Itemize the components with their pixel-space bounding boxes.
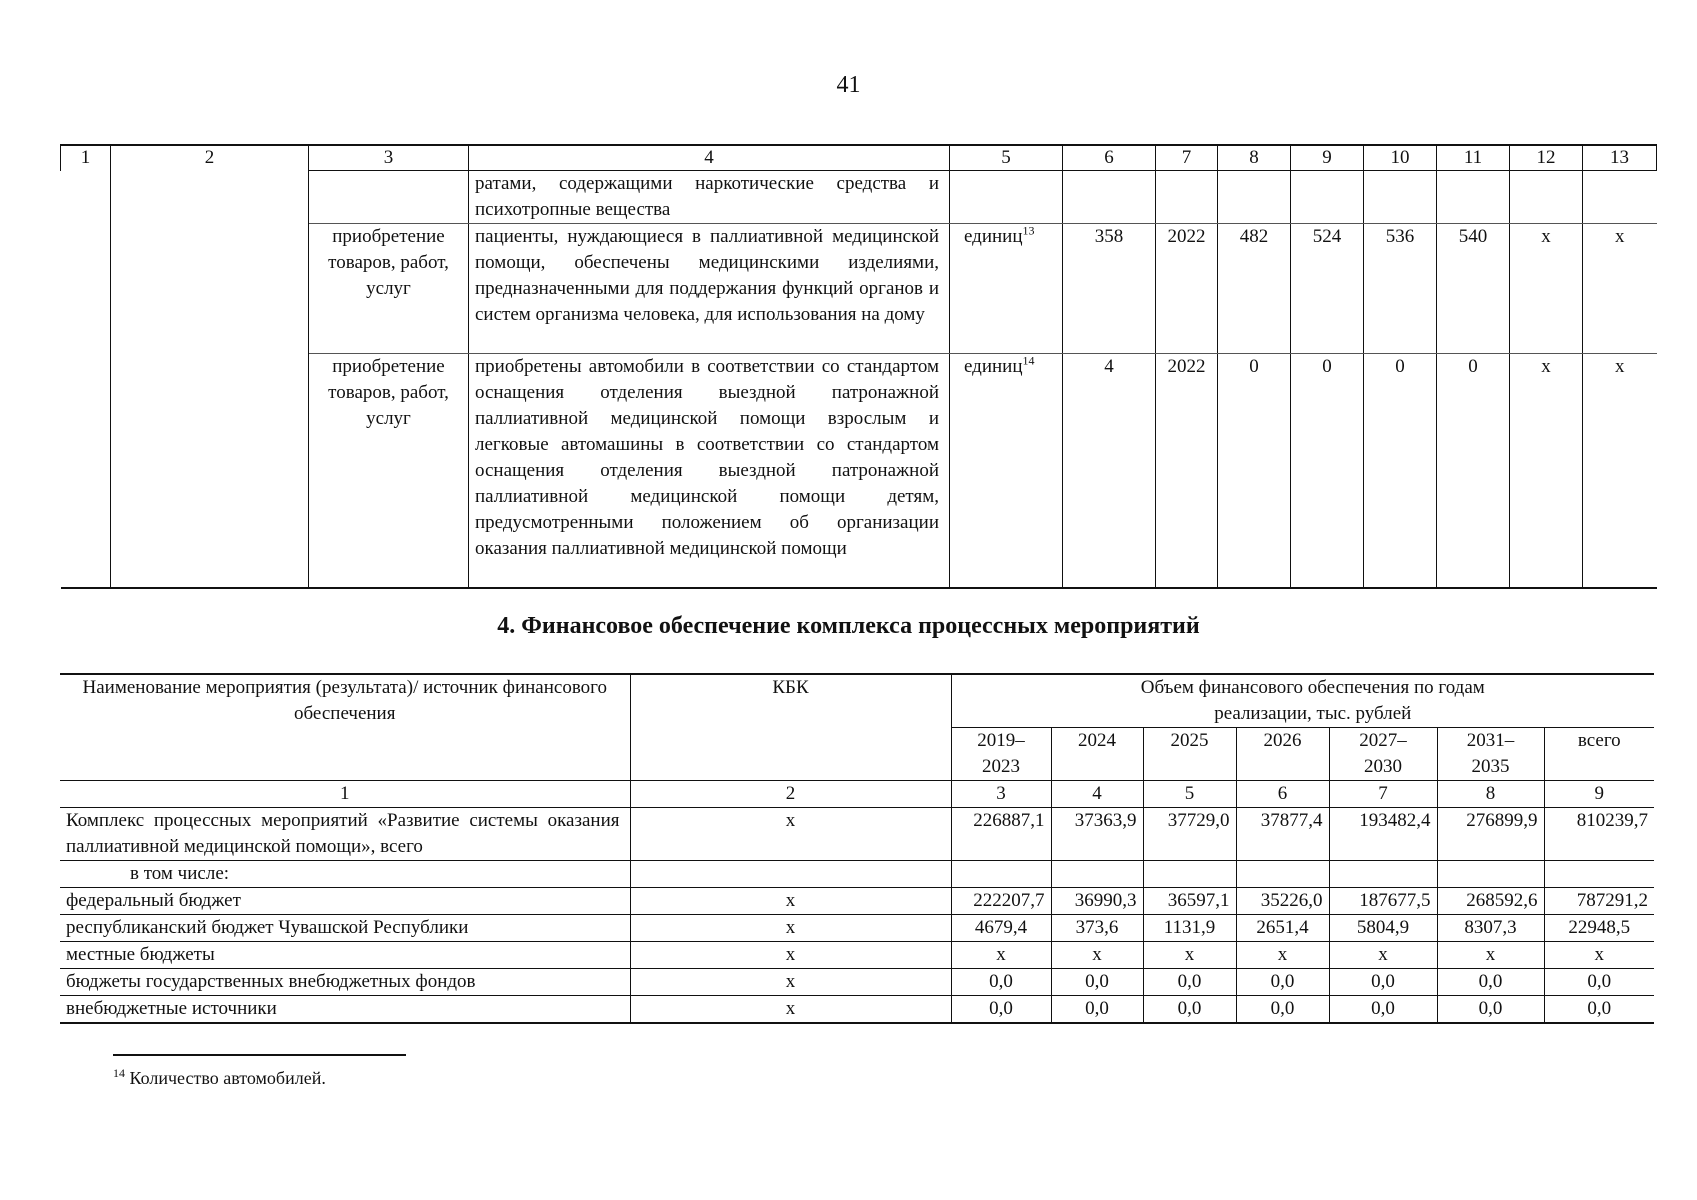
value-cell: 2022	[1156, 224, 1218, 354]
header-cell: 6	[1063, 145, 1156, 171]
value-cell: 4	[1063, 354, 1156, 588]
value-cell	[1437, 171, 1510, 224]
value-cell: 36990,3	[1051, 888, 1143, 915]
header-cell: 13	[1583, 145, 1657, 171]
index-cell: 8	[1437, 781, 1544, 808]
header-cell: 7	[1156, 145, 1218, 171]
value-cell: 0,0	[1143, 969, 1236, 996]
table-row	[61, 171, 1657, 224]
table-header-row	[60, 674, 1654, 728]
footnote-divider	[113, 1054, 406, 1056]
value-cell: 787291,2	[1544, 888, 1654, 915]
header-year: 2027–2030	[1329, 728, 1437, 781]
header-year: 2026	[1236, 728, 1329, 781]
value-cell: 0,0	[1329, 969, 1437, 996]
value-cell	[1364, 171, 1437, 224]
header-year: 2025	[1143, 728, 1236, 781]
value-cell	[1583, 171, 1657, 224]
value-cell: 222207,7	[951, 888, 1051, 915]
unit-cell: единиц$^{14}$	[950, 354, 1063, 588]
result-description: приобретены автомобили в соответствии со стандартом оснащения отделения выездной патронажной паллиативной медицинской помощи взрослым и легковые автомашины в соответствии со стандартом оснащения отделения выездной патронажной паллиативной медицинской помощи детям, предусмотренными положением об организации оказания паллиативной медицинской помощи	[469, 354, 950, 588]
value-cell: 187677,5	[1329, 888, 1437, 915]
value-cell	[1291, 171, 1364, 224]
result-description: пациенты, нуждающиеся в паллиативной медицинской помощи, обеспечены медицинскими изделиями, предназначенными для поддержания функций органов и систем организма человека, для использования на дому	[469, 224, 950, 354]
value-cell: х	[1583, 354, 1657, 588]
header-cell: 11	[1437, 145, 1510, 171]
value-cell: х	[1583, 224, 1657, 354]
header-volume: Объем финансового обеспечения по годам реализации, тыс. рублей	[951, 674, 1654, 728]
header-cell: 2	[111, 145, 309, 171]
footnote-ref: 13	[1022, 223, 1035, 238]
row-name: внебюджетные источники	[60, 996, 630, 1024]
index-cell: 9	[1544, 781, 1654, 808]
footnote-text: Количество автомобилей.	[129, 1068, 326, 1088]
unit-cell: единиц$^{13}$	[950, 224, 1063, 354]
result-description: ратами, содержащими наркотические средства и психотропные вещества	[469, 171, 950, 224]
kbk-cell: х	[630, 915, 951, 942]
table-row	[60, 808, 1654, 861]
header-cell: 12	[1510, 145, 1583, 171]
row-name: республиканский бюджет Чувашской Республики	[60, 915, 630, 942]
value-cell: 524	[1291, 224, 1364, 354]
table-row	[60, 861, 1654, 888]
header-cell: 1	[61, 145, 111, 171]
value-cell: 373,6	[1051, 915, 1143, 942]
value-cell: 5804,9	[1329, 915, 1437, 942]
value-cell: х	[1236, 942, 1329, 969]
value-cell: 226887,1	[951, 808, 1051, 861]
value-cell: х	[1510, 224, 1583, 354]
result-type: приобретение товаров, работ, услуг	[309, 354, 469, 588]
index-cell: 5	[1143, 781, 1236, 808]
unit-cell	[950, 171, 1063, 224]
value-cell	[1156, 171, 1218, 224]
value-cell: 2022	[1156, 354, 1218, 588]
value-cell: 358	[1063, 224, 1156, 354]
index-cell: 6	[1236, 781, 1329, 808]
value-cell: 810239,7	[1544, 808, 1654, 861]
value-cell: 268592,6	[1437, 888, 1544, 915]
kbk-cell: х	[630, 996, 951, 1024]
value-cell: 1131,9	[1143, 915, 1236, 942]
value-cell: х	[1329, 942, 1437, 969]
index-cell: 3	[951, 781, 1051, 808]
value-cell: х	[951, 942, 1051, 969]
value-cell	[1218, 171, 1291, 224]
header-year: 2019–2023	[951, 728, 1051, 781]
header-kbk: КБК	[630, 674, 951, 781]
value-cell: 0,0	[1236, 969, 1329, 996]
value-cell: 0,0	[1236, 996, 1329, 1024]
row-name: Комплекс процессных мероприятий «Развитие системы оказания паллиативной медицинской помощи», всего	[60, 808, 630, 861]
table-row	[60, 942, 1654, 969]
financing-table	[60, 673, 1654, 1024]
kbk-cell: х	[630, 969, 951, 996]
table-row	[60, 888, 1654, 915]
value-cell: 276899,9	[1437, 808, 1544, 861]
index-cell: 4	[1051, 781, 1143, 808]
value-cell: 0,0	[1329, 996, 1437, 1024]
header-year: 2024	[1051, 728, 1143, 781]
value-cell: 2651,4	[1236, 915, 1329, 942]
value-cell: х	[1051, 942, 1143, 969]
header-cell: 10	[1364, 145, 1437, 171]
header-cell: 8	[1218, 145, 1291, 171]
footnote	[113, 1068, 326, 1089]
value-cell: 22948,5	[1544, 915, 1654, 942]
kbk-cell: х	[630, 942, 951, 969]
table-row	[61, 354, 1657, 588]
result-type	[309, 171, 469, 224]
value-cell: 8307,3	[1437, 915, 1544, 942]
value-cell: 540	[1437, 224, 1510, 354]
value-cell: 0,0	[1544, 996, 1654, 1024]
value-cell	[1063, 171, 1156, 224]
value-cell: х	[1437, 942, 1544, 969]
value-cell	[1510, 171, 1583, 224]
table-row	[60, 915, 1654, 942]
value-cell: 0	[1218, 354, 1291, 588]
header-year: 2031–2035	[1437, 728, 1544, 781]
header-year: всего	[1544, 728, 1654, 781]
value-cell: 193482,4	[1329, 808, 1437, 861]
value-cell: х	[1544, 942, 1654, 969]
value-cell: 37877,4	[1236, 808, 1329, 861]
value-cell: 0,0	[1051, 969, 1143, 996]
row-name: федеральный бюджет	[60, 888, 630, 915]
value-cell: 0,0	[951, 969, 1051, 996]
table-row	[60, 996, 1654, 1024]
value-cell: 482	[1218, 224, 1291, 354]
value-cell: 0,0	[1437, 969, 1544, 996]
row-name: бюджеты государственных внебюджетных фондов	[60, 969, 630, 996]
table-row	[60, 969, 1654, 996]
value-cell: х	[1143, 942, 1236, 969]
header-cell: 4	[469, 145, 950, 171]
value-cell: 35226,0	[1236, 888, 1329, 915]
header-name: Наименование мероприятия (результата)/ источник финансового обеспечения	[60, 674, 630, 781]
kbk-cell: х	[630, 808, 951, 861]
index-cell: 1	[60, 781, 630, 808]
kbk-cell: х	[630, 888, 951, 915]
row-name: местные бюджеты	[60, 942, 630, 969]
value-cell: 0,0	[1437, 996, 1544, 1024]
value-cell: 37729,0	[1143, 808, 1236, 861]
row-name: в том числе:	[60, 861, 630, 888]
value-cell: 0,0	[1051, 996, 1143, 1024]
section-title: 4. Финансовое обеспечение комплекса процессных мероприятий	[497, 613, 1200, 639]
page-number: 41	[836, 72, 861, 98]
header-cell: 9	[1291, 145, 1364, 171]
index-cell: 7	[1329, 781, 1437, 808]
value-cell: 536	[1364, 224, 1437, 354]
table-row	[61, 224, 1657, 354]
value-cell: 0	[1437, 354, 1510, 588]
result-type: приобретение товаров, работ, услуг	[309, 224, 469, 354]
table-header-row	[61, 145, 1657, 171]
indicators-table	[60, 144, 1657, 589]
footnote-ref: 14	[1022, 353, 1035, 368]
value-cell: 0	[1291, 354, 1364, 588]
value-cell: 37363,9	[1051, 808, 1143, 861]
index-cell: 2	[630, 781, 951, 808]
value-cell: х	[1510, 354, 1583, 588]
value-cell: 0	[1364, 354, 1437, 588]
value-cell: 4679,4	[951, 915, 1051, 942]
value-cell: 36597,1	[1143, 888, 1236, 915]
value-cell: 0,0	[951, 996, 1051, 1024]
header-cell: 3	[309, 145, 469, 171]
footnote-number: 14	[113, 1066, 125, 1080]
value-cell: 0,0	[1544, 969, 1654, 996]
header-cell: 5	[950, 145, 1063, 171]
value-cell: 0,0	[1143, 996, 1236, 1024]
index-row	[60, 781, 1654, 808]
